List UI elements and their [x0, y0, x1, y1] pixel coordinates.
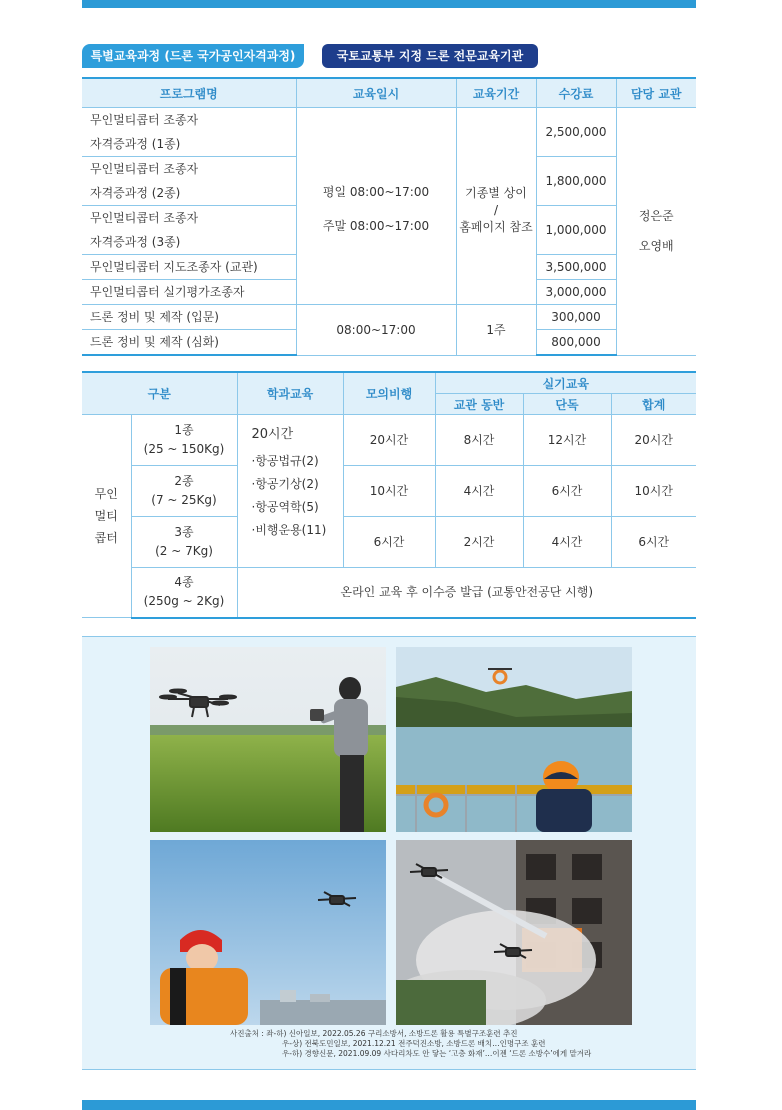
photo-lake-rescue-drone: [396, 647, 632, 832]
schedule-weekend: 주말 08:00~17:00: [322, 219, 430, 233]
program-name-line: 무인멀티콥터 조종자: [90, 113, 199, 127]
fee-cell: 1,000,000: [536, 206, 616, 255]
photo-building-fire-drones: [396, 840, 632, 1025]
header-theory: 학과교육: [237, 372, 343, 415]
maintenance-period-cell: 1주: [456, 305, 536, 356]
fee-cell: 1,800,000: [536, 157, 616, 206]
training-hours-table: [82, 371, 696, 619]
period-cell: [456, 108, 536, 305]
theory-item: ·항공기상(2): [251, 477, 319, 491]
header-fee: 수강료: [536, 78, 616, 108]
program-name-line: 무인멀티콥터 조종자: [90, 162, 199, 176]
with-instructor-hours-cell: 2시간: [435, 517, 523, 568]
credit-line: 우-상) 전북도민일보, 2021.12.21 전주덕진소방, 소방드론 배치…인명구조 훈련: [282, 1039, 546, 1048]
instructor-name: 정은준: [638, 209, 674, 224]
program-name-cell: [82, 157, 296, 206]
credit-label: 사진출처 :: [230, 1029, 267, 1038]
program-name-cell: [82, 206, 296, 255]
with-instructor-hours-cell: 4시간: [435, 466, 523, 517]
theory-total: 20시간: [251, 427, 294, 442]
class-cell: [131, 415, 237, 466]
group-label: 콥터: [94, 531, 118, 545]
program-name-cell: [82, 108, 296, 157]
multicopter-group-cell: [82, 415, 131, 618]
sim-hours-cell: 20시간: [343, 415, 435, 466]
class-cell: [131, 568, 237, 618]
theory-item: ·항공역학(5): [251, 500, 319, 514]
class-label: 2종: [174, 474, 194, 488]
photo-panel: [82, 636, 696, 1070]
group-label: 무인: [94, 487, 118, 501]
total-hours-cell: 10시간: [611, 466, 696, 517]
program-name-line: 자격증과정 (3종): [90, 235, 181, 249]
table-row: [82, 305, 696, 330]
group-label: 멀티: [94, 509, 118, 523]
program-name-line: 자격증과정 (2종): [90, 186, 181, 200]
total-hours-cell: 6시간: [611, 517, 696, 568]
weight-range: (2 ~ 7Kg): [155, 544, 213, 558]
schedule-cell: [296, 108, 456, 305]
period-text: 기종별 상이: [465, 185, 527, 200]
header-practical: 실기교육: [435, 372, 696, 394]
table-row: [82, 108, 696, 157]
hours-header-row: [82, 372, 696, 394]
credit-line: 좌-하) 신아일보, 2022.05.26 구리소방서, 소방드론 활용 특별구조훈련 추진: [266, 1029, 518, 1038]
solo-hours-cell: 6시간: [523, 466, 611, 517]
maintenance-schedule-cell: 08:00~17:00: [296, 305, 456, 356]
class-label: 3종: [174, 525, 194, 539]
header-simulation: 모의비행: [343, 372, 435, 415]
sim-hours-cell: 6시간: [343, 517, 435, 568]
program-table: [82, 77, 696, 356]
header-solo: 단독: [523, 394, 611, 415]
theory-cell: [237, 415, 343, 568]
fee-cell: 3,000,000: [536, 280, 616, 305]
sim-hours-cell: 10시간: [343, 466, 435, 517]
program-name-line: 무인멀티콥터 조종자: [90, 211, 199, 225]
class4-note-cell: 온라인 교육 후 이수증 발급 (교통안전공단 시행): [237, 568, 696, 618]
credit-line: 우-하) 경향신문, 2021.09.09 사다리차도 안 닿는 ‘고층 화재’…이젠 ‘드론 소방수’에게 맡겨라: [282, 1049, 592, 1058]
table-row: [82, 466, 696, 517]
theory-item: ·비행운용(11): [251, 523, 327, 537]
header-program-name: 프로그램명: [82, 78, 296, 108]
theory-item: ·항공법규(2): [251, 454, 319, 468]
top-accent-bar: [82, 0, 696, 8]
fee-cell: 3,500,000: [536, 255, 616, 280]
schedule-weekday: 평일 08:00~17:00: [322, 185, 430, 199]
ministry-designation-badge: 국토교통부 지정 드론 전문교육기관: [322, 44, 538, 68]
program-name-cell: 무인멀티콥터 지도조종자 (교관): [82, 255, 296, 280]
class-label: 1종: [174, 423, 194, 437]
period-text: 홈페이지 참조: [459, 219, 533, 234]
header-schedule: 교육일시: [296, 78, 456, 108]
period-text: /: [493, 202, 499, 217]
header-total: 합계: [611, 394, 696, 415]
with-instructor-hours-cell: 8시간: [435, 415, 523, 466]
total-hours-cell: 20시간: [611, 415, 696, 466]
header-with-instructor: 교관 동반: [435, 394, 523, 415]
photo-field-drone-pilot: [150, 647, 386, 832]
weight-range: (7 ~ 25Kg): [151, 493, 217, 507]
instructor-cell: [616, 108, 696, 356]
fee-cell: 800,000: [536, 330, 616, 356]
class-label: 4종: [174, 575, 194, 590]
photo-firefighter-sky-drone: [150, 840, 386, 1025]
table-row: [82, 517, 696, 568]
program-name-cell: 무인멀티콥터 실기평가조종자: [82, 280, 296, 305]
program-name-cell: 드론 정비 및 제작 (심화): [82, 330, 296, 356]
weight-range: (250g ~ 2Kg): [143, 594, 225, 609]
program-name-cell: 드론 정비 및 제작 (입문): [82, 305, 296, 330]
table-row: [82, 568, 696, 618]
header-instructor: 담당 교관: [616, 78, 696, 108]
photo-credit: [230, 1029, 591, 1059]
solo-hours-cell: 12시간: [523, 415, 611, 466]
class-cell: [131, 517, 237, 568]
bottom-accent-bar: [82, 1100, 696, 1110]
header-category: 구분: [82, 372, 237, 415]
instructor-name: 오영배: [638, 239, 674, 254]
program-name-line: 자격증과정 (1종): [90, 137, 181, 151]
weight-range: (25 ~ 150Kg): [143, 442, 225, 456]
special-course-badge: 특별교육과정 (드론 국가공인자격과정): [82, 44, 304, 68]
fee-cell: 300,000: [536, 305, 616, 330]
fee-cell: 2,500,000: [536, 108, 616, 157]
header-period: 교육기간: [456, 78, 536, 108]
solo-hours-cell: 4시간: [523, 517, 611, 568]
class-cell: [131, 466, 237, 517]
program-table-header: [82, 78, 696, 108]
table-row: [82, 415, 696, 466]
